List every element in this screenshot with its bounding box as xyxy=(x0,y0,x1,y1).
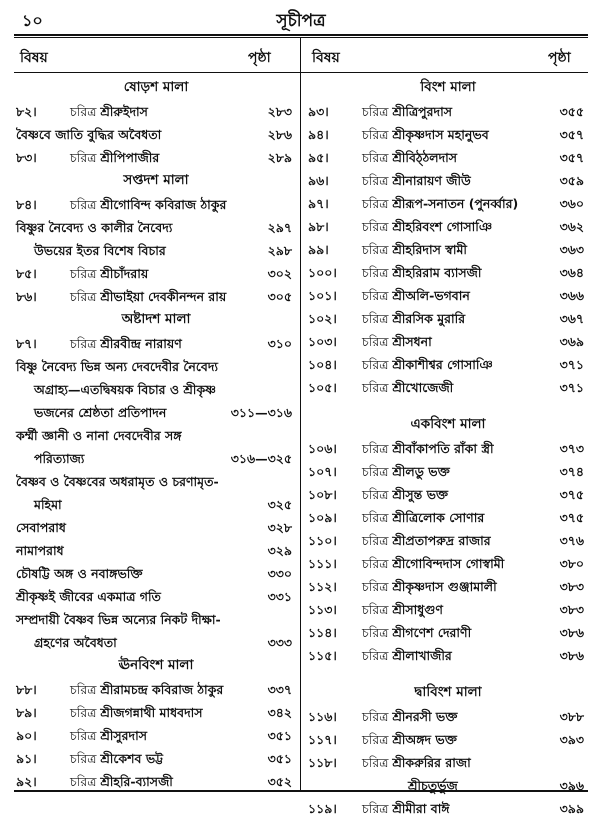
entry-number: ১০০। xyxy=(308,265,337,280)
toc-entry xyxy=(308,529,588,552)
entry-number: ৮৭। xyxy=(16,336,37,351)
entry-name: শ্রীগোবিন্দ কবিরাজ ঠাকুর xyxy=(100,197,227,212)
entry-text: ভজনের শ্রেষ্ঠতা প্রতিপাদন xyxy=(34,405,167,420)
entry-text: নামাপরাধ xyxy=(16,543,64,558)
entry-page: ৩৫৭ xyxy=(559,127,584,142)
entry-number: ৯৪। xyxy=(308,127,329,142)
entry-word: চরিত্র xyxy=(362,648,389,663)
entry-name: শ্রীকৃষ্ণদাস গুঞ্জামালী xyxy=(392,579,497,594)
entry-number: ১০১। xyxy=(308,288,337,303)
entry-name: শ্রীকৃষ্ণদাস মহানুভব xyxy=(392,127,489,142)
entry-number: ৮৩। xyxy=(16,150,37,165)
toc-entry xyxy=(16,631,296,654)
entry-word: চরিত্র xyxy=(362,579,389,594)
entry-name: শ্রীগণেশ দেরাণী xyxy=(392,625,472,640)
entry-number: ৯৮। xyxy=(308,219,329,234)
toc-entry xyxy=(16,355,296,378)
section-heading: ষোড়শ মালা xyxy=(123,79,189,95)
entry-name: শ্রীসুন্ত ভক্ত xyxy=(392,487,449,502)
entry-number: ৮৫। xyxy=(16,266,37,281)
toc-entry xyxy=(16,100,296,123)
entry-name: শ্রীনরসী ভক্ত xyxy=(392,709,458,724)
toc-entry xyxy=(16,539,296,562)
toc-entry xyxy=(16,285,296,308)
entry-word: চরিত্র xyxy=(362,265,389,280)
entry-page: ৩৭১ xyxy=(559,380,584,395)
entry-word: চরিত্র xyxy=(362,801,389,816)
entry-page: ৩৫৫ xyxy=(559,104,584,119)
entry-page: ৩৫২ xyxy=(267,774,292,789)
entry-name: শ্রীহরিবংশ গোসাঞি xyxy=(392,219,493,234)
toc-entry xyxy=(308,437,588,460)
entry-number: ৯৫। xyxy=(308,150,329,165)
entry-word: চরিত্র xyxy=(362,380,389,395)
entry-page: ৩৬৭ xyxy=(559,311,584,326)
entry-page: ৩৭১ xyxy=(559,357,584,372)
entry-page: ৩৬৯ xyxy=(559,334,584,349)
entry-number: ১১৩। xyxy=(308,602,337,617)
entry-name: শ্রীপ্রতাপরুদ্র রাজার xyxy=(392,533,491,548)
entry-word: চরিত্র xyxy=(362,732,389,747)
bottom-rule xyxy=(14,790,588,792)
entry-page: ৩৩০ xyxy=(267,566,292,581)
entry-name: শ্রীজগন্নাথী মাধবদাস xyxy=(100,705,203,720)
entry-word: চরিত্র xyxy=(70,774,97,789)
section-list xyxy=(308,100,588,399)
entry-number: ৮৬। xyxy=(16,289,37,304)
entry-number: ১০৬। xyxy=(308,441,337,456)
entry-page: ৩৩৩ xyxy=(267,635,292,650)
section-heading: একবিংশ মালা xyxy=(410,416,486,432)
entry-number: ১০৭। xyxy=(308,464,337,479)
entry-word: চরিত্র xyxy=(70,266,97,281)
entry-text: শ্রীচতুর্ভুজ xyxy=(408,778,458,793)
entry-page: ৩৪২ xyxy=(267,705,292,720)
entry-number: ১০৫। xyxy=(308,380,337,395)
entry-number: ৮৪। xyxy=(16,197,37,212)
entry-word: চরিত্র xyxy=(362,755,389,770)
entry-page: ২৮৩ xyxy=(267,104,292,119)
entry-text: বৈষ্ণব ও বৈষ্ণবের অধরামৃত ও চরণামৃত- xyxy=(16,474,219,489)
toc-entry xyxy=(16,493,296,516)
entry-word: চরিত্র xyxy=(362,464,389,479)
entry-page: ৩৮৬ xyxy=(559,648,584,663)
entry-word: চরিত্র xyxy=(362,510,389,525)
entry-word: চরিত্র xyxy=(362,219,389,234)
entry-word: চরিত্র xyxy=(70,104,97,119)
entry-word: চরিত্র xyxy=(362,288,389,303)
entry-page: ৩২৯ xyxy=(267,543,292,558)
right-column xyxy=(308,76,588,820)
toc-entry xyxy=(16,747,296,770)
entry-name: শ্রীরবীন্দ্র নারায়ণ xyxy=(100,336,182,351)
entry-word: চরিত্র xyxy=(362,242,389,257)
entry-word: চরিত্র xyxy=(362,625,389,640)
entry-number: ৮২। xyxy=(16,104,37,119)
toc-entry xyxy=(16,516,296,539)
entry-name: শ্রীহরিরাম ব্যাসজী xyxy=(392,265,482,280)
section-gap xyxy=(308,667,588,681)
toc-entry xyxy=(308,238,588,261)
toc-entry xyxy=(308,353,588,376)
entry-text: বিষ্ণুর নৈবেদ্য ও কালীর নৈবেদ্য xyxy=(16,220,173,235)
toc-entry xyxy=(16,724,296,747)
entry-page: ৩৭৫ xyxy=(559,510,584,525)
entry-page: ৩১৬—৩২৫ xyxy=(230,451,292,466)
entry-number: ১১৯। xyxy=(308,801,337,816)
entry-page: ৩৯৬ xyxy=(559,778,584,793)
entry-text: উভয়ের ইতর বিশেষ বিচার xyxy=(34,243,166,258)
entry-word: চরিত্র xyxy=(362,533,389,548)
entry-word: চরিত্র xyxy=(362,104,389,119)
entry-page: ৩১১—৩১৬ xyxy=(230,405,292,420)
entry-number: ১১১। xyxy=(308,556,337,571)
toc-entry xyxy=(308,705,588,728)
entry-word: চরিত্র xyxy=(362,487,389,502)
toc-entry xyxy=(16,447,296,470)
entry-number: ৯৩। xyxy=(308,104,329,119)
entry-text: সেবাপরাধ xyxy=(16,520,66,535)
entry-page: ৩৭৪ xyxy=(559,464,584,479)
entry-word: চরিত্র xyxy=(70,728,97,743)
toc-entry xyxy=(16,401,296,424)
page-title: সূচীপত্র xyxy=(276,11,326,31)
toc-entry xyxy=(16,193,296,216)
entry-page: ৩৫৭ xyxy=(559,150,584,165)
entry-name: শ্রীত্রিলোক সোণার xyxy=(392,510,485,525)
entry-word: চরিত্র xyxy=(362,441,389,456)
toc-entry xyxy=(16,378,296,401)
entry-number: ৮৮। xyxy=(16,682,37,697)
toc-entry xyxy=(308,330,588,353)
entry-number: ৯১। xyxy=(16,751,37,766)
entry-name: শ্রীচাঁদরায় xyxy=(100,266,149,281)
toc-entry xyxy=(308,123,588,146)
entry-name: শ্রীবাঁকাপতি রাঁকা স্ত্রী xyxy=(392,441,494,456)
entry-page: ৩৬৬ xyxy=(559,288,584,303)
section-gap xyxy=(308,399,588,413)
toc-entry xyxy=(308,751,588,774)
entry-number: ৯৭। xyxy=(308,196,329,211)
entry-number: ১০৪। xyxy=(308,357,337,372)
toc-entry xyxy=(308,100,588,123)
entry-name: শ্রীসাধুগুণ xyxy=(392,602,443,617)
toc-entry xyxy=(308,797,588,820)
entry-text: কর্ম্মী জ্ঞানী ও নানা দেবদেবীর সঙ্গ xyxy=(16,428,182,443)
entry-page: ৩৫৯ xyxy=(559,173,584,188)
toc-entry xyxy=(308,376,588,399)
entry-name: শ্রীসধনা xyxy=(392,334,432,349)
entry-page: ২৯৮ xyxy=(267,243,292,258)
entry-number: ১১৭। xyxy=(308,732,337,747)
entry-word: চরিত্র xyxy=(362,173,389,188)
entry-number: ১১৪। xyxy=(308,625,337,640)
entry-page: ৩৩৭ xyxy=(267,682,292,697)
entry-name: শ্রীভাইয়া দেবকীনন্দন রায় xyxy=(100,289,227,304)
entry-text: শ্রীকৃষ্ণই জীবের একমাত্র গতি xyxy=(16,589,161,604)
entry-page: ৩৭৫ xyxy=(559,487,584,502)
entry-page: ৩৬৩ xyxy=(559,242,584,257)
entry-number: ১১০। xyxy=(308,533,337,548)
entry-word: চরিত্র xyxy=(362,334,389,349)
page-number: ১০ xyxy=(22,11,43,30)
entry-page: ৩৫১ xyxy=(267,728,292,743)
toc-entry xyxy=(16,608,296,631)
entry-page: ৩০২ xyxy=(267,266,292,281)
toc-entry xyxy=(16,123,296,146)
toc-entry xyxy=(16,585,296,608)
entry-page: ৩১০ xyxy=(267,336,292,351)
entry-text: পরিত্যাজ্য xyxy=(34,451,85,466)
toc-entry xyxy=(308,146,588,169)
toc-entry xyxy=(308,215,588,238)
entry-word: চরিত্র xyxy=(70,150,97,165)
toc-entry xyxy=(308,284,588,307)
entry-page: ৩৮০ xyxy=(559,556,584,571)
entry-name: শ্রীহরিদাস স্বামী xyxy=(392,242,467,257)
section-heading: বিংশ মালা xyxy=(420,79,476,95)
toc-entry xyxy=(308,483,588,506)
entry-name: শ্রীকাশীশ্বর গোসাঞি xyxy=(392,357,493,372)
section-heading: দ্বাবিংশ মালা xyxy=(414,684,482,700)
entry-name: শ্রীঅলি-ভগবান xyxy=(392,288,470,303)
entry-name: শ্রীমীরা বাঈ xyxy=(392,801,450,816)
entry-page: ৩০৫ xyxy=(267,289,292,304)
entry-word: চরিত্র xyxy=(362,196,389,211)
entry-text: মহিমা xyxy=(34,497,62,512)
entry-name: শ্রীখোজেজী xyxy=(392,380,454,395)
column-divider xyxy=(300,38,301,790)
entry-page: ২৮৯ xyxy=(267,150,292,165)
entry-number: ১১৮। xyxy=(308,755,337,770)
entry-text: অগ্রাহ্য—এতদ্বিষয়ক বিচার ও শ্রীকৃষ্ণ xyxy=(34,382,217,397)
entry-number: ১১২। xyxy=(308,579,337,594)
toc-entry xyxy=(308,774,588,797)
entry-word: চরিত্র xyxy=(70,751,97,766)
entry-page: ৩৯৩ xyxy=(559,732,584,747)
entry-number: ১০৩। xyxy=(308,334,337,349)
entry-name: শ্রীনারায়ণ জীউ xyxy=(392,173,471,188)
entry-word: চরিত্র xyxy=(362,709,389,724)
entry-number: ১১৬। xyxy=(308,709,337,724)
toc-entry xyxy=(16,701,296,724)
entry-page: ৩৮৬ xyxy=(559,625,584,640)
header-rule xyxy=(14,72,588,73)
entry-name: শ্রীপিপাজীর xyxy=(100,150,160,165)
entry-word: চরিত্র xyxy=(362,150,389,165)
entry-page: ২৯৭ xyxy=(267,220,292,235)
toc-entry xyxy=(308,598,588,621)
entry-text: বিষ্ণু নৈবেদ্য ভিন্ন অন্য দেবদেবীর নৈবেদ্য xyxy=(16,359,219,374)
entry-name: শ্রীলাখাজীর xyxy=(392,648,452,663)
right-page-header: পৃষ্ঠা xyxy=(548,50,571,66)
entry-page: ৩৬৪ xyxy=(559,265,584,280)
section-heading: সপ্তদশ মালা xyxy=(123,172,189,188)
entry-page: ৩৮৩ xyxy=(559,602,584,617)
toc-entry xyxy=(308,552,588,575)
entry-number: ৯৯। xyxy=(308,242,329,257)
entry-word: চরিত্র xyxy=(70,705,97,720)
entry-page: ৩৮৩ xyxy=(559,579,584,594)
entry-word: চরিত্র xyxy=(70,682,97,697)
entry-name: শ্রীরসিক মুরারি xyxy=(392,311,466,326)
toc-entry xyxy=(16,424,296,447)
toc-entry xyxy=(308,307,588,330)
entry-page: ৩২৮ xyxy=(267,520,292,535)
section-list xyxy=(308,437,588,667)
toc-entry xyxy=(16,470,296,493)
entry-name: শ্রীরামচন্দ্র কবিরাজ ঠাকুর xyxy=(100,682,224,697)
toc-entry xyxy=(308,261,588,284)
toc-entry xyxy=(16,146,296,169)
toc-entry xyxy=(16,239,296,262)
entry-word: চরিত্র xyxy=(362,602,389,617)
entry-word: চরিত্র xyxy=(362,556,389,571)
entry-page: ৩২৫ xyxy=(267,497,292,512)
entry-word: চরিত্র xyxy=(70,289,97,304)
toc-entry xyxy=(16,562,296,585)
entry-name: শ্রীকেশব ভট্ট xyxy=(100,751,164,766)
entry-page: ৩৬০ xyxy=(559,196,584,211)
entry-page: ৩৭৬ xyxy=(559,533,584,548)
entry-text: চৌষট্টি অঙ্গ ও নবাঙ্গভক্তি xyxy=(16,566,143,581)
entry-number: ৮৯। xyxy=(16,705,37,720)
top-rule xyxy=(14,34,588,36)
entry-page: ৩৩১ xyxy=(267,589,292,604)
toc-entry xyxy=(16,262,296,285)
entry-name: শ্রীহরি-ব্যাসজী xyxy=(100,774,173,789)
entry-name: শ্রীকরুরির রাজা xyxy=(392,755,471,770)
right-subject-header: বিষয় xyxy=(312,50,340,66)
entry-word: চরিত্র xyxy=(362,127,389,142)
left-subject-header: বিষয় xyxy=(20,50,48,66)
entry-name: শ্রীসুরদাস xyxy=(100,728,147,743)
entry-number: ৯২। xyxy=(16,774,37,789)
entry-page: ৩৫১ xyxy=(267,751,292,766)
entry-word: চরিত্র xyxy=(362,357,389,372)
toc-entry xyxy=(308,460,588,483)
entry-number: ১১৫। xyxy=(308,648,337,663)
entry-text: সম্প্রদায়ী বৈষ্ণব ভিন্ন অন্যের নিকট দীক্ষা- xyxy=(16,612,221,627)
left-page-header: পৃষ্ঠা xyxy=(248,50,271,66)
entry-page: ২৮৬ xyxy=(267,127,292,142)
entry-page: ৩৭৩ xyxy=(559,441,584,456)
entry-number: ৯৬। xyxy=(308,173,329,188)
toc-entry xyxy=(308,192,588,215)
entry-word: চরিত্র xyxy=(70,336,97,351)
toc-entry xyxy=(308,621,588,644)
entry-name: শ্রীরুইদাস xyxy=(100,104,148,119)
entry-name: শ্রীবিঠ্ঠলদাস xyxy=(392,150,458,165)
toc-entry xyxy=(308,575,588,598)
entry-text: বৈষ্ণবে জাতি বুদ্ধির অবৈধতা xyxy=(16,127,162,142)
entry-text: গ্রহণের অবৈধতা xyxy=(34,635,117,650)
toc-entry xyxy=(16,332,296,355)
entry-name: শ্রীলডু ভক্ত xyxy=(392,464,450,479)
entry-page: ৩৬২ xyxy=(559,219,584,234)
entry-name: শ্রীত্রিপুরদাস xyxy=(392,104,452,119)
toc-entry xyxy=(308,644,588,667)
toc-entry xyxy=(308,506,588,529)
toc-entry xyxy=(308,169,588,192)
entry-number: ১০২। xyxy=(308,311,337,326)
entry-word: চরিত্র xyxy=(70,197,97,212)
entry-number: ১০৯। xyxy=(308,510,337,525)
entry-name: শ্রীরূপ-সনাতন (পুনর্ব্বার) xyxy=(392,196,519,211)
top-rule-thin xyxy=(14,37,588,38)
entry-number: ১০৮। xyxy=(308,487,337,502)
section-heading: অষ্টাদশ মালা xyxy=(121,311,191,327)
entry-name: শ্রীগোবিন্দদাস গোস্বামী xyxy=(392,556,505,571)
toc-entry xyxy=(308,728,588,751)
entry-page: ৩৮৮ xyxy=(559,709,584,724)
toc-entry xyxy=(16,216,296,239)
left-column xyxy=(16,76,296,793)
section-heading: ঊনবিংশ মালা xyxy=(118,657,194,673)
toc-entry xyxy=(16,678,296,701)
entry-number: ৯০। xyxy=(16,728,37,743)
entry-word: চরিত্র xyxy=(362,311,389,326)
entry-name: শ্রীঅঙ্গদ ভক্ত xyxy=(392,732,457,747)
entry-page: ৩৯৯ xyxy=(559,801,584,816)
